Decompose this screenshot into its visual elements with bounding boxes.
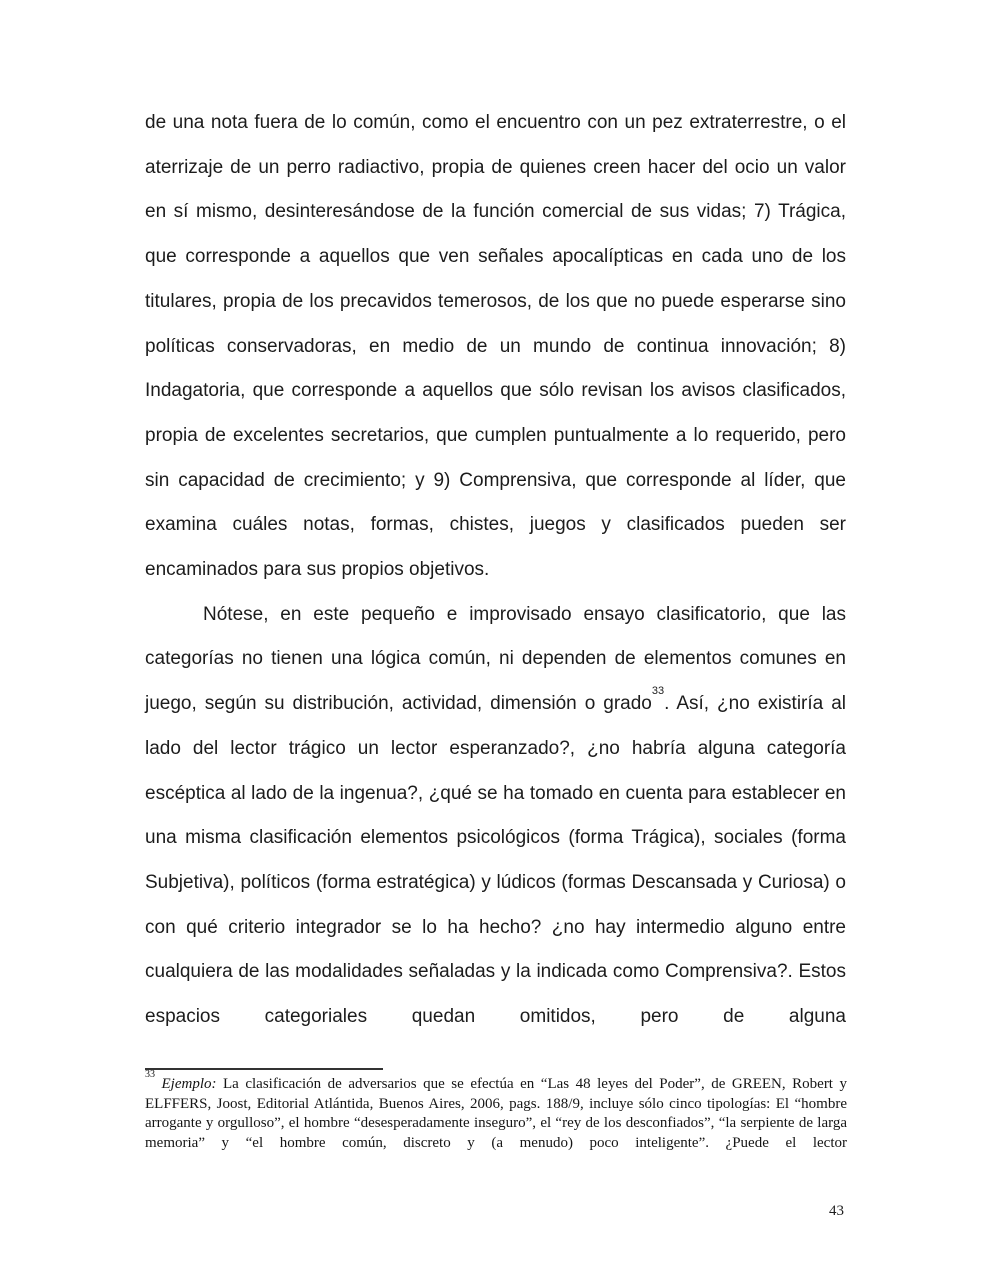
footnote-section xyxy=(145,1068,847,1153)
footnote-label-italic: Ejemplo: xyxy=(161,1076,217,1092)
paragraph-2-text-after-ref: . Así, ¿no existiría al lado del lector trágico un lector esperanzado?, ¿no habría alguna categoría escéptica al lado de la ingenua?, ¿qué se ha tomado en cuenta para establecer en una misma clasificación elementos psicológicos (forma Trágica), sociales (forma Subjetiva), políticos (forma estratégica) y lúdicos (formas Descansada y Curiosa) o con qué criterio integrador se lo ha hecho? ¿no hay intermedio alguno entre cualquiera de las modalidades señaladas y la indicada como Comprensiva?. Estos espacios categoriales quedan omitidos, pero de alguna xyxy=(145,693,846,1028)
body-paragraph-1: de una nota fuera de lo común, como el encuentro con un pez extraterrestre, o el aterrizaje de un perro radiactivo, propia de quienes creen hacer del ocio un valor en sí mismo, desinteresándose de la función comercial de sus vidas; 7) Trágica, que corresponde a aquellos que ven señales apocalípticas en cada uno de los titulares, propia de los precavidos temerosos, de los que no puede esperarse sino políticas conservadoras, en medio de un mundo de continua innovación; 8) Indagatoria, que corresponde a aquellos que sólo revisan los avisos clasificados, propia de excelentes secretarios, que cumplen puntualmente a lo requerido, pero sin capacidad de crecimiento; y 9) Comprensiva, que corresponde al líder, que examina cuáles notas, formas, chistes, juegos y clasificados pueden ser encaminados para sus propios objetivos. xyxy=(145,112,846,581)
page-number: 43 xyxy=(829,1203,844,1219)
footnote-text xyxy=(145,1069,847,1153)
footnote-separator-rule xyxy=(145,1068,383,1070)
footnote-reference-33: 33 xyxy=(651,684,665,697)
body-text-block xyxy=(145,101,846,1040)
footnote-body-text: La clasificación de adversarios que se efectúa en “Las 48 leyes del Poder”, de GREEN, Robert y ELFFERS, Joost, Editorial Atlántida, Buenos Aires, 2006, pags. 188/9, incluye sólo cinco tipologías: El “hombre arrogante y orgulloso”, el hombre “desesperadamente inseguro”, el “rey de los desconfiados”, “la serpiente de larga memoria” y “el hombre común, discreto y (a menudo) poco inteligente”. ¿Puede el lector xyxy=(145,1076,847,1151)
footnote-marker: 33 xyxy=(145,1069,155,1080)
paragraph-2-text-before-ref: Nótese, en este pequeño e improvisado ensayo clasificatorio, que las categorías no tienen una lógica común, ni dependen de elementos comunes en juego, según su distribución, actividad, dimensión o grado xyxy=(145,603,846,715)
body-paragraph-2 xyxy=(145,593,846,1040)
